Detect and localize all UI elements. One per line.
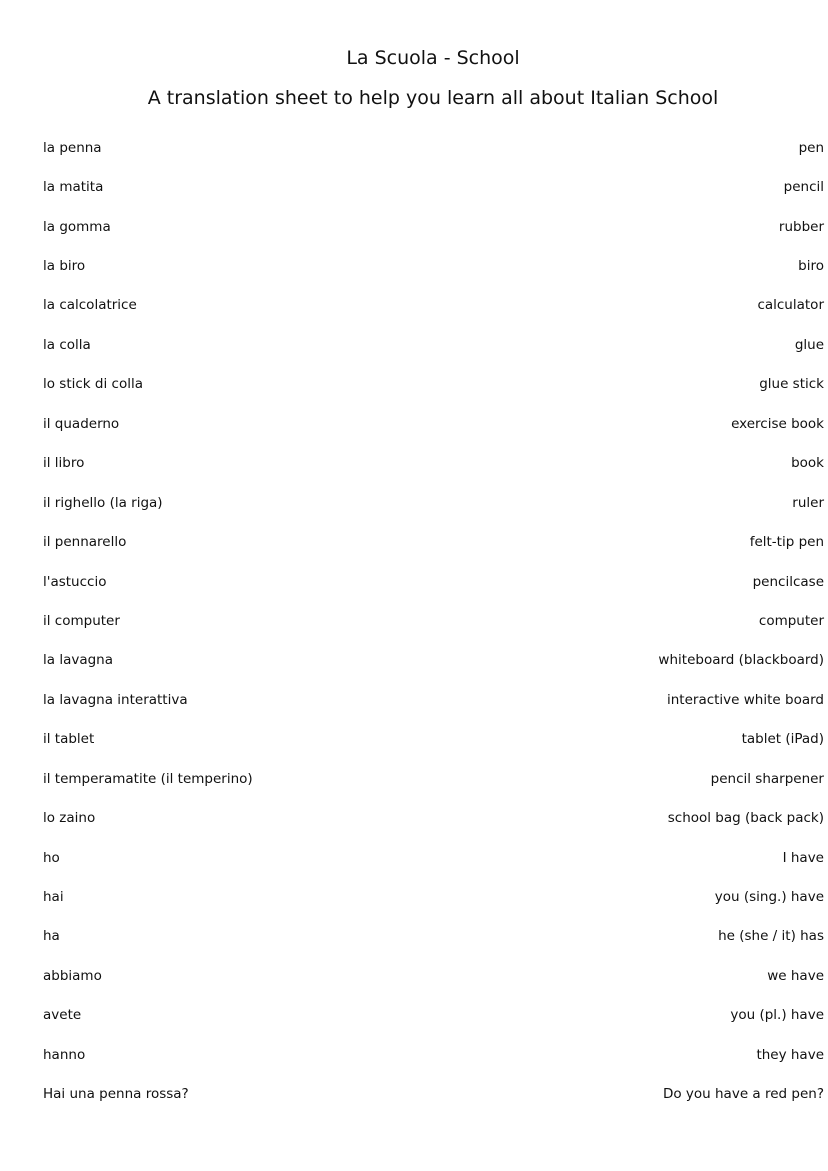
english-translation: you (sing.) have xyxy=(714,889,824,906)
english-translation: Do you have a red pen? xyxy=(662,1086,824,1103)
vocab-row xyxy=(43,325,824,364)
english-translation: glue stick xyxy=(759,376,824,393)
english-translation: we have xyxy=(767,967,824,984)
english-translation: biro xyxy=(798,258,824,275)
vocab-row xyxy=(43,680,824,719)
vocab-row xyxy=(43,759,824,798)
italian-term: hai xyxy=(43,889,64,906)
page-title: La Scuola - School xyxy=(346,47,520,69)
vocab-row xyxy=(43,877,824,916)
vocab-row xyxy=(43,522,824,561)
vocab-row xyxy=(43,128,824,167)
italian-term: lo zaino xyxy=(43,810,96,827)
italian-term: la lavagna interattiva xyxy=(43,691,188,708)
vocab-row xyxy=(43,207,824,246)
italian-term: il righello (la riga) xyxy=(43,494,163,511)
english-translation: you (pl.) have xyxy=(730,1007,824,1024)
english-translation: they have xyxy=(756,1046,824,1063)
english-translation: pencil xyxy=(783,179,824,196)
english-translation: pencilcase xyxy=(752,573,824,590)
italian-term: avete xyxy=(43,1007,82,1024)
vocab-row xyxy=(43,483,824,522)
english-translation: exercise book xyxy=(731,415,824,432)
vocab-row xyxy=(43,167,824,206)
english-translation: school bag (back pack) xyxy=(667,810,824,827)
english-translation: whiteboard (blackboard) xyxy=(658,652,824,669)
italian-term: la penna xyxy=(43,139,102,156)
vocab-row xyxy=(43,720,824,759)
english-translation: pen xyxy=(798,139,824,156)
vocab-row xyxy=(43,601,824,640)
english-translation: calculator xyxy=(757,297,824,314)
vocab-row xyxy=(43,365,824,404)
vocab-row xyxy=(43,404,824,443)
vocab-row xyxy=(43,996,824,1035)
italian-term: ho xyxy=(43,849,60,866)
english-translation: I have xyxy=(782,849,824,866)
vocab-row xyxy=(43,1075,824,1114)
english-translation: pencil sharpener xyxy=(710,770,824,787)
english-translation: glue xyxy=(794,336,824,353)
italian-term: Hai una penna rossa? xyxy=(43,1086,189,1103)
italian-term: l'astuccio xyxy=(43,573,107,590)
english-translation: computer xyxy=(758,612,824,629)
vocab-row xyxy=(43,562,824,601)
english-translation: rubber xyxy=(778,218,824,235)
vocab-row xyxy=(43,956,824,995)
italian-term: la matita xyxy=(43,179,104,196)
italian-term: la biro xyxy=(43,258,86,275)
vocab-row xyxy=(43,641,824,680)
italian-term: la lavagna xyxy=(43,652,113,669)
english-translation: interactive white board xyxy=(666,691,824,708)
vocab-row xyxy=(43,838,824,877)
vocab-row xyxy=(43,286,824,325)
vocab-row xyxy=(43,246,824,285)
italian-term: abbiamo xyxy=(43,967,102,984)
italian-term: ha xyxy=(43,928,60,945)
italian-term: il computer xyxy=(43,612,120,629)
italian-term: la gomma xyxy=(43,218,111,235)
italian-term: il quaderno xyxy=(43,415,120,432)
english-translation: ruler xyxy=(792,494,824,511)
vocab-row xyxy=(43,798,824,837)
italian-term: il tablet xyxy=(43,731,95,748)
english-translation: he (she / it) has xyxy=(718,928,824,945)
vocab-row xyxy=(43,917,824,956)
vocab-row xyxy=(43,444,824,483)
vocab-row xyxy=(43,1035,824,1074)
italian-term: il temperamatite (il temperino) xyxy=(43,770,253,787)
english-translation: book xyxy=(791,455,824,472)
italian-term: la colla xyxy=(43,336,91,353)
english-translation: tablet (iPad) xyxy=(741,731,824,748)
page-subtitle: A translation sheet to help you learn all about Italian School xyxy=(147,87,719,109)
italian-term: hanno xyxy=(43,1046,86,1063)
english-translation: felt-tip pen xyxy=(749,534,824,551)
vocab-list xyxy=(43,128,824,1114)
italian-term: il libro xyxy=(43,455,85,472)
italian-term: la calcolatrice xyxy=(43,297,137,314)
italian-term: il pennarello xyxy=(43,534,127,551)
italian-term: lo stick di colla xyxy=(43,376,143,393)
